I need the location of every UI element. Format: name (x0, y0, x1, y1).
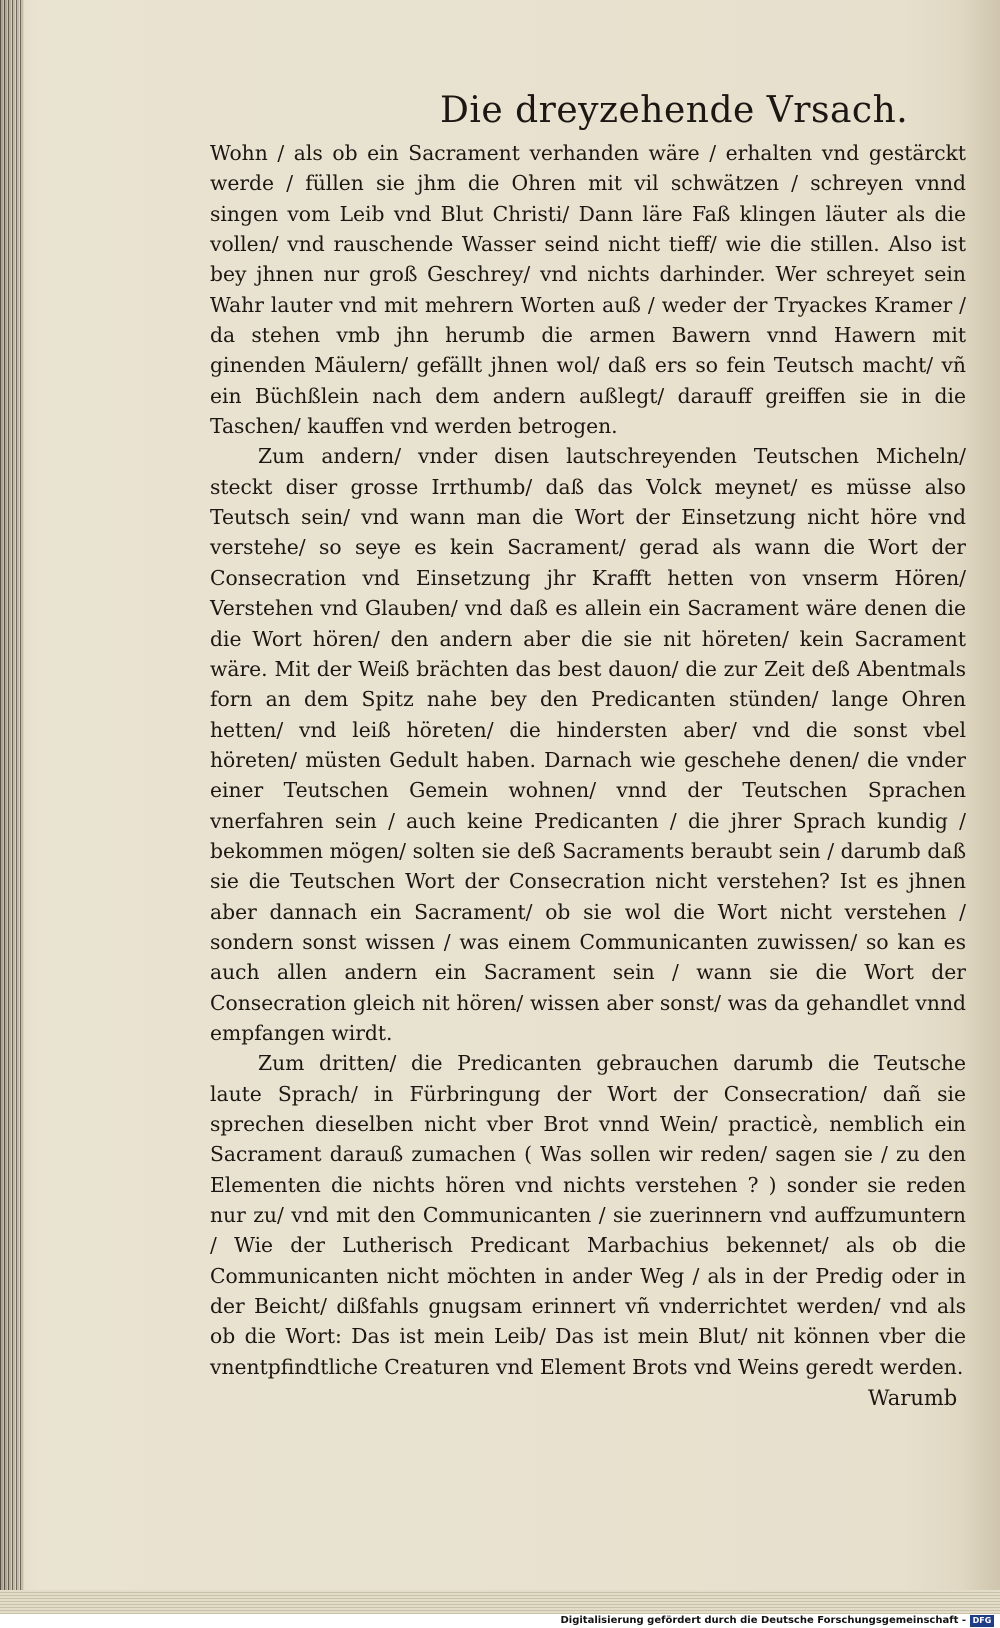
paragraph-3: Zum dritten/ die Predicanten gebrauchen darumb die Teutsche laute Sprach/ in Fürbringung der Wort der Consecration/ dañ sie sprechen dieselben nicht vber Brot vnnd Wein/ practicè, nemblich ein Sacrament darauß zumachen ( Was sollen wir reden/ sagen sie / zu den Elementen die nichts hören vnd nichts verstehen ? ) sonder sie reden nur zu/ vnd mit den Communicanten / sie zuerinnern vnd auffzumuntern / Wie der Lutherisch Predicant Marbachius bekennet/ als ob die Communicanten nicht möchten in ander Weg / als in der Predig oder in der Beicht/ dißfahls gnugsam erinnert vñ vnderrichtet werden/ vnd als ob die Wort: Das ist mein Leib/ Das ist mein Blut/ nit können vber die vnentpfindtliche Creaturen vnd Element Brots vnd Weins geredt werden. (210, 1051, 966, 1379)
book-edge-bottom (0, 1590, 1000, 1614)
paragraph-1: Wohn / als ob ein Sacrament verhanden wäre / erhalten vnd gestärckt werde / füllen sie jhm die Ohren mit vil schwätzen / schreyen vnnd singen vom Leib vnd Blut Christi/ Dann läre Faß klingen läuter als die vollen/ vnd rauschende Wasser seind nicht tieff/ wie die stillen. Also ist bey jhnen nur groß Geschrey/ vnd nichts darhinder. Wer schreyet sein Wahr lauter vnd mit mehrern Worten auß / weder der Tryackes Kramer / da stehen vmb jhn herumb die armen Bawern vnnd Hawern mit ginenden Mäulern/ gefällt jhnen wol/ daß ers so fein Teutsch macht/ vñ ein Büchßlein nach dem andern außlegt/ darauff greiffen sie in die Taschen/ kauffen vnd werden betrogen. (210, 141, 966, 439)
paragraph-2: Zum andern/ vnder disen lautschreyenden Teutschen Micheln/ steckt diser grosse Irrthumb/ daß das Volck meynet/ es müsse also Teutsch sein/ vnd wann man die Wort der Einsetzung nicht höre vnd verstehe/ so seye es kein Sacrament/ gerad als wann die Wort der Consecration vnd Einsetzung jhr Krafft hetten von vnserm Hören/ Verstehen vnd Glauben/ vnd daß es allein ein Sacrament wäre denen die die Wort hören/ den andern aber die sie nit höreten/ kein Sacrament wäre. Mit der Weiß brächten das best dauon/ die zur Zeit deß Abentmals forn an dem Spitz nahe bey den Predicanten stünden/ lange Ohren hetten/ vnd leiß höreten/ die hindersten aber/ vnd die sonst vbel höreten/ müsten Gedult haben. Darnach wie geschehe denen/ die vnder einer Teutschen Gemein wohnen/ vnnd der Teutschen Sprachen vnerfahren sein / auch keine Predicanten / die jhrer Sprach kundig / bekommen mögen/ solten sie deß Sacraments beraubt sein / darumb daß sie die Teutschen Wort der Consecration nicht verstehen? Ist es jhnen aber dannach ein Sacrament/ ob sie wol die Wort nicht verstehen / sondern sonst wissen / was einem Communicanten zuwissen/ so kan es auch allen andern ein Sacrament sein / wann sie die Wort der Consecration gleich nit hören/ wissen aber sonst/ was da gehandlet vnnd empfangen wirdt. (210, 444, 966, 1045)
text-block (180, 80, 980, 1410)
catchword: Warumb (868, 1386, 958, 1410)
running-head: Die dreyzehende Vrsach. (440, 90, 909, 131)
footer-credit: Digitalisierung gefördert durch die Deutsche Forschungsgemeinschaft - (560, 1615, 966, 1626)
dfg-logo: DFG (970, 1615, 994, 1627)
book-edge-left (0, 0, 24, 1614)
body-text (210, 138, 966, 1382)
